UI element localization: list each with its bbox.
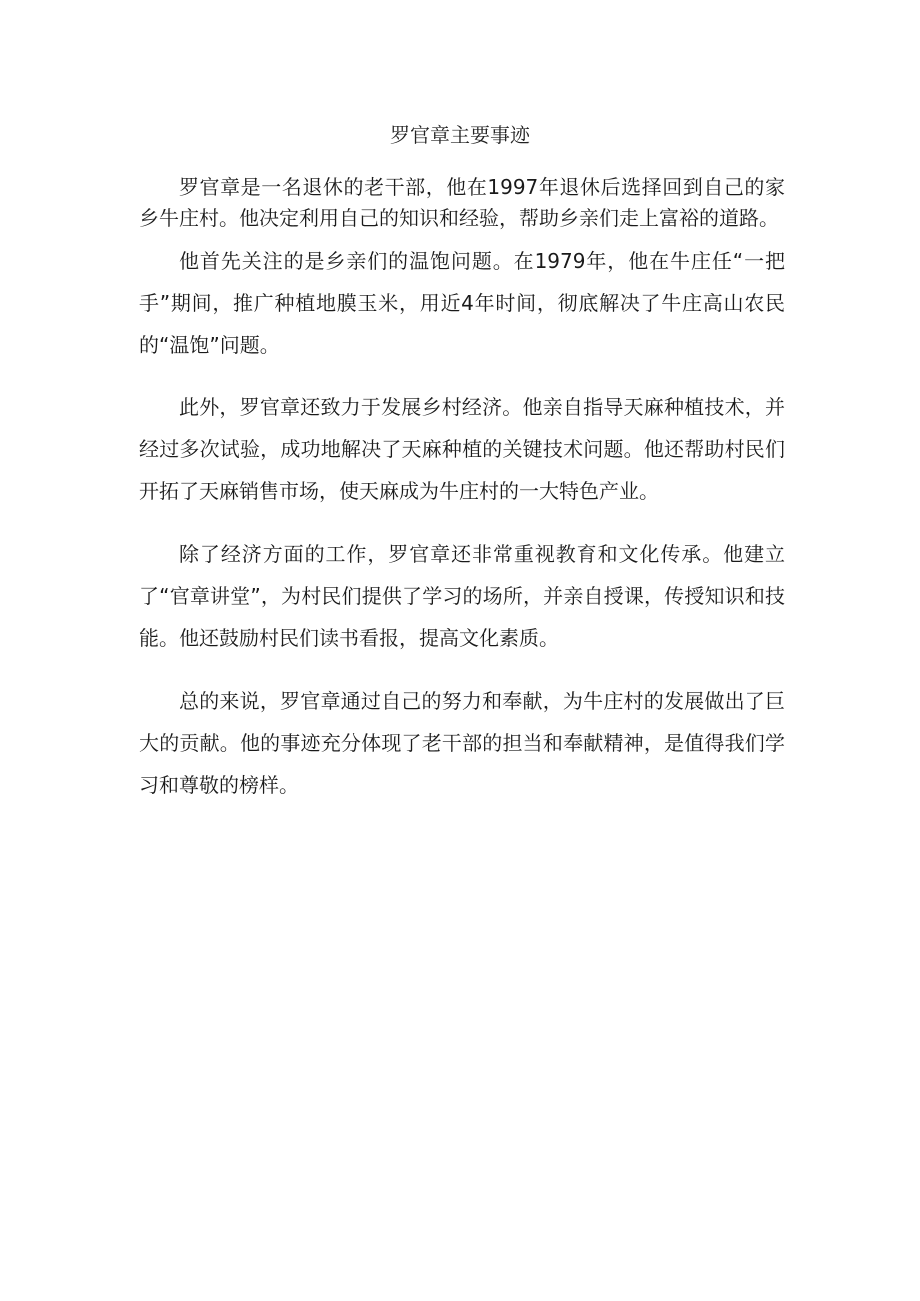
paragraph-summary: 总的来说，罗官章通过自己的努力和奉献，为牛庄村的发展做出了巨大的贡献。他的事迹充分体现了老干部的担当和奉献精神，是值得我们学习和尊敬的榜样。 (139, 689, 785, 797)
paragraph-education: 除了经济方面的工作，罗官章还非常重视教育和文化传承。他建立了“官章讲堂”，为村民们提供了学习的场所，并亲自授课，传授知识和技能。他还鼓励村民们读书看报，提高文化素质。 (139, 542, 785, 650)
paragraph-retirement: 罗官章是一名退休的老干部，他在1997年退休后选择回到自己的家乡牛庄村。他决定利用自己的知识和经验，帮助乡亲们走上富裕的道路。 (139, 175, 785, 230)
paragraph-economy: 此外，罗官章还致力于发展乡村经济。他亲自指导天麻种植技术，并经过多次试验，成功地解决了天麻种植的关键技术问题。他还帮助村民们开拓了天麻销售市场，使天麻成为牛庄村的一大特色产业。 (139, 395, 785, 503)
document-title: 罗官章主要事迹 (390, 123, 530, 147)
paragraph-food-security: 他首先关注的是乡亲们的温饱问题。在1979年，他在牛庄任“一把手”期间，推广种植地膜玉米，用近4年时间，彻底解决了牛庄高山农民的“温饱”问题。 (139, 249, 785, 357)
